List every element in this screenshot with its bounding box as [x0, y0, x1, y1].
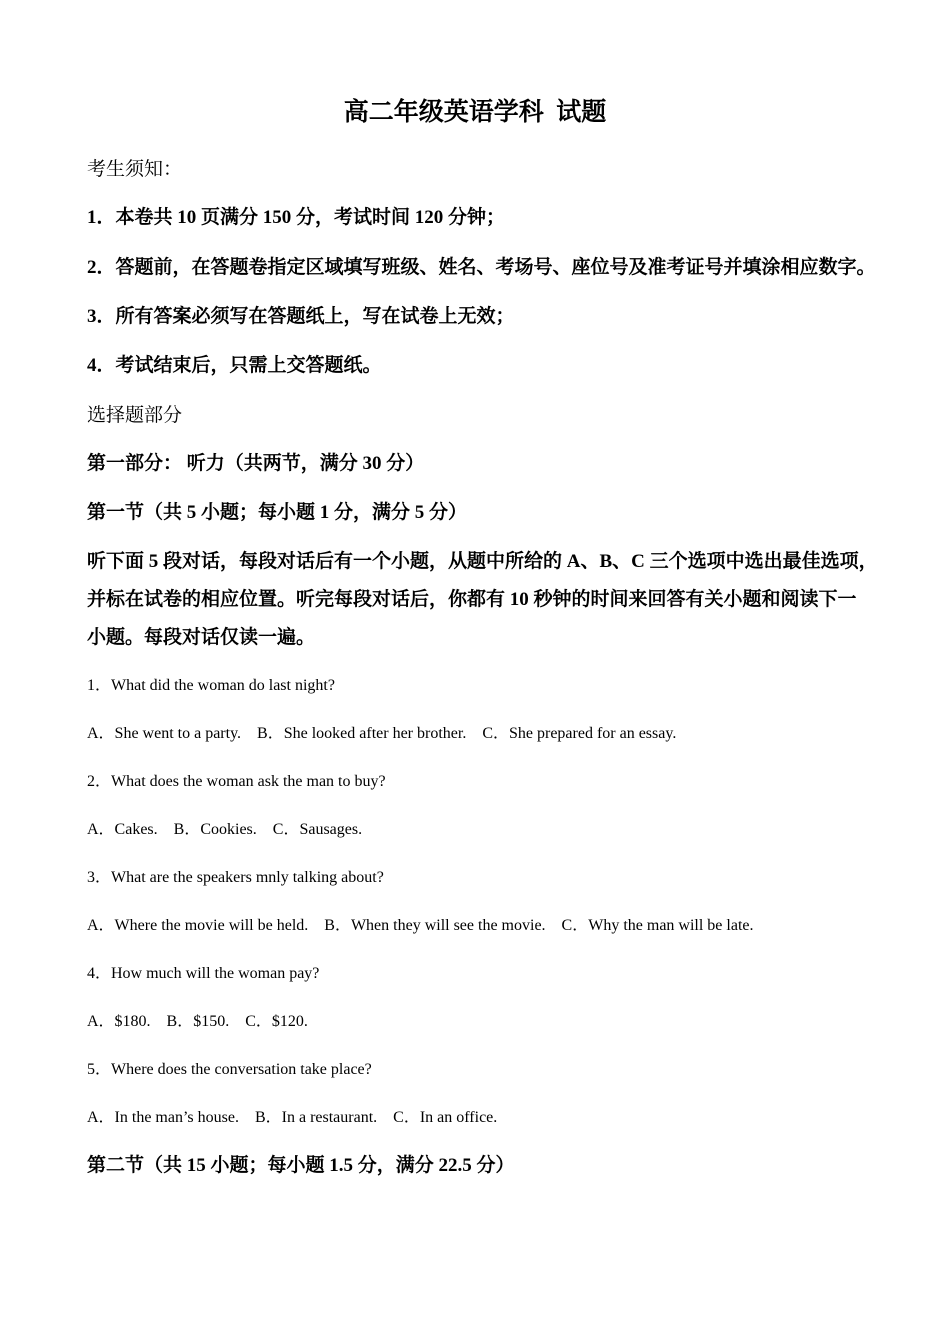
notice-item: 2．答题前，在答题卷指定区域填写班级、姓名、考场号、座位号及准考证号并填涂相应数字。 [87, 257, 876, 278]
question-options: A．Cakes. B．Cookies. C．Sausages. [87, 821, 363, 838]
question-text: 4．How much will the woman pay? [87, 965, 320, 982]
question-options: A．In the man’s house. B．In a restaurant. C．In an office. [87, 1109, 498, 1126]
notice-heading: 考生须知： [87, 159, 183, 180]
question-options: A．She went to a party. B．She looked after her brother. C．She prepared for an essay. [87, 725, 677, 742]
section-heading: 第二节（共 15 小题；每小题 1.5 分，满分 22.5 分） [87, 1155, 515, 1176]
instructions-line: 听下面 5 段对话，每段对话后有一个小题，从题中所给的 A、B、C 三个选项中选出最佳选项， [87, 551, 878, 572]
part-heading: 第一部分： 听力（共两节，满分 30 分） [87, 453, 425, 474]
question-text: 3．What are the speakers mnly talking about? [87, 869, 384, 886]
instructions-line: 并标在试卷的相应位置。听完每段对话后，你都有 10 秒钟的时间来回答有关小题和阅读下一 [87, 589, 857, 610]
instructions-line: 小题。每段对话仅读一遍。 [87, 627, 316, 648]
section-label: 选择题部分 [87, 405, 183, 426]
notice-item: 3．所有答案必须写在答题纸上，写在试卷上无效； [87, 306, 515, 327]
page-title: 高二年级英语学科 试题 [343, 99, 607, 126]
question-options: A．$180. B．$150. C．$120. [87, 1013, 308, 1030]
notice-item: 4．考试结束后，只需上交答题纸。 [87, 355, 382, 376]
notice-item: 1．本卷共 10 页满分 150 分，考试时间 120 分钟； [87, 207, 506, 228]
question-text: 1．What did the woman do last night? [87, 677, 335, 694]
question-options: A．Where the movie will be held. B．When they will see the movie. C．Why the man will be late. [87, 917, 754, 934]
question-text: 2．What does the woman ask the man to buy? [87, 773, 386, 790]
section-heading: 第一节（共 5 小题；每小题 1 分，满分 5 分） [87, 502, 468, 523]
question-text: 5．Where does the conversation take place? [87, 1061, 372, 1078]
